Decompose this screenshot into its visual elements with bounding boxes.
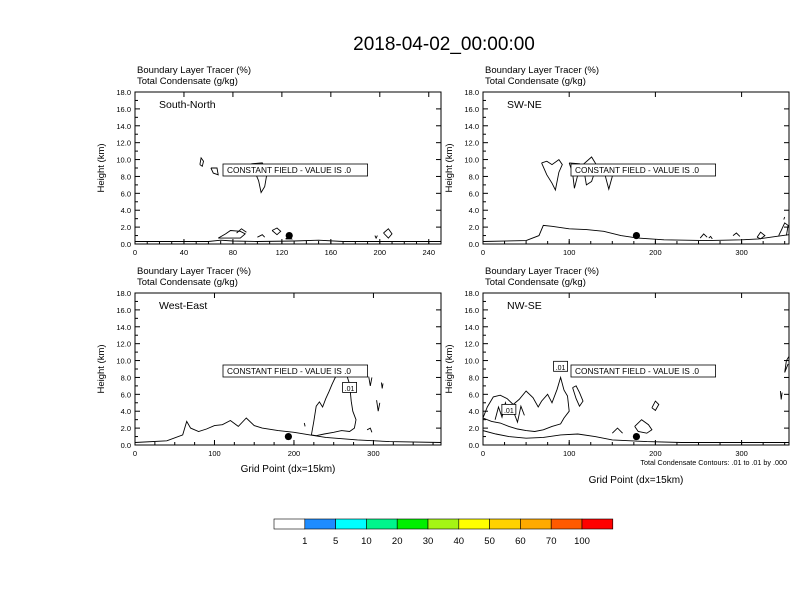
x-tick-label: 0 bbox=[480, 248, 486, 257]
y-tick-label: 14.0 bbox=[116, 121, 131, 131]
y-tick-label: 2.0 bbox=[120, 424, 131, 434]
x-tick-label: 200 bbox=[649, 248, 662, 257]
y-tick-label: 4.0 bbox=[120, 206, 131, 216]
condensate-contour bbox=[272, 228, 281, 235]
y-tick-label: 4.0 bbox=[468, 407, 479, 417]
y-tick-label: 6.0 bbox=[468, 390, 479, 400]
colorbar-swatch bbox=[490, 519, 521, 529]
panel-header-line: Boundary Layer Tracer (%) bbox=[137, 266, 252, 277]
y-axis-label: Height (km) bbox=[444, 143, 455, 193]
y-tick-label: 0.0 bbox=[468, 441, 479, 450]
panel-label: South-North bbox=[159, 99, 216, 111]
condensate-contour bbox=[257, 235, 264, 238]
panel-header-line: Total Condensate (g/kg) bbox=[137, 277, 238, 288]
terrain-line bbox=[135, 240, 441, 241]
y-tick-label: 0.0 bbox=[120, 240, 131, 249]
condensate-contour bbox=[375, 236, 378, 239]
panel-nw-se bbox=[444, 266, 789, 486]
colorbar-label: 1 bbox=[302, 536, 308, 547]
condensate-contour bbox=[612, 428, 622, 433]
y-axis-label: Height (km) bbox=[96, 143, 107, 193]
y-tick-label: 18.0 bbox=[116, 88, 131, 97]
panels-group bbox=[96, 65, 789, 486]
condensate-contour bbox=[369, 377, 372, 386]
condensate-contour bbox=[709, 236, 713, 239]
y-tick-label: 16.0 bbox=[464, 305, 479, 315]
condensate-contour bbox=[779, 223, 788, 236]
colorbar-label: 100 bbox=[574, 536, 590, 547]
colorbar bbox=[274, 519, 613, 547]
colorbar-label: 5 bbox=[332, 536, 339, 547]
colorbar-swatch bbox=[397, 519, 428, 529]
panel-header-line: Boundary Layer Tracer (%) bbox=[485, 266, 600, 277]
condensate-contour bbox=[211, 168, 218, 175]
y-axis-label: Height (km) bbox=[444, 344, 455, 394]
x-tick-label: 100 bbox=[208, 449, 221, 458]
y-tick-label: 2.0 bbox=[120, 223, 131, 233]
location-marker bbox=[286, 232, 293, 239]
condensate-contour bbox=[635, 420, 652, 434]
condensate-contour bbox=[780, 391, 782, 399]
x-tick-label: 80 bbox=[228, 248, 238, 257]
colorbar-swatch bbox=[551, 519, 582, 529]
x-tick-label: 100 bbox=[562, 248, 576, 257]
colorbar-label: 10 bbox=[361, 536, 372, 547]
y-tick-label: 4.0 bbox=[468, 206, 479, 216]
colorbar-label: 70 bbox=[545, 536, 557, 547]
location-marker bbox=[633, 232, 640, 239]
y-tick-label: 16.0 bbox=[116, 104, 131, 114]
condensate-contour bbox=[733, 233, 740, 236]
colorbar-swatch bbox=[428, 519, 459, 529]
y-tick-label: 16.0 bbox=[464, 104, 479, 114]
y-tick-label: 0.0 bbox=[120, 441, 131, 450]
y-tick-label: 14.0 bbox=[116, 322, 131, 332]
location-marker bbox=[285, 433, 292, 440]
y-tick-label: 8.0 bbox=[468, 172, 479, 182]
colorbar-swatch bbox=[366, 519, 397, 529]
panel-west-east bbox=[96, 266, 441, 475]
colorbar-label: 50 bbox=[484, 536, 495, 547]
colorbar-swatch bbox=[274, 519, 305, 529]
y-tick-label: 12.0 bbox=[464, 138, 479, 148]
y-tick-label: 12.0 bbox=[464, 339, 479, 349]
x-tick-label: 0 bbox=[132, 449, 138, 458]
panel-label: West-East bbox=[159, 300, 208, 312]
colorbar-swatch bbox=[459, 519, 490, 529]
condensate-contour bbox=[367, 428, 372, 432]
constant-field-note: CONSTANT FIELD - VALUE IS .0 bbox=[227, 366, 352, 376]
y-tick-label: 2.0 bbox=[468, 223, 479, 233]
condensate-contour bbox=[785, 356, 789, 372]
y-tick-label: 12.0 bbox=[116, 339, 131, 349]
contour-value-label: .01 bbox=[555, 364, 566, 372]
y-tick-label: 8.0 bbox=[120, 172, 131, 182]
panel-label: NW-SE bbox=[507, 300, 542, 312]
panel-label: SW-NE bbox=[507, 99, 542, 111]
y-tick-label: 12.0 bbox=[116, 138, 131, 148]
constant-field-note: CONSTANT FIELD - VALUE IS .0 bbox=[227, 165, 352, 175]
y-tick-label: 4.0 bbox=[120, 407, 131, 417]
condensate-contour bbox=[784, 217, 785, 220]
colorbar-swatch bbox=[336, 519, 367, 529]
condensate-contour bbox=[377, 400, 380, 411]
x-tick-label: 0 bbox=[132, 248, 138, 257]
x-tick-label: 240 bbox=[422, 248, 436, 257]
x-tick-label: 300 bbox=[735, 449, 748, 458]
y-axis-label: Height (km) bbox=[96, 344, 107, 394]
y-tick-label: 10.0 bbox=[464, 155, 479, 165]
condensate-contour bbox=[218, 231, 245, 239]
condensate-contour bbox=[200, 158, 204, 166]
x-axis-label: Grid Point (dx=15km) bbox=[588, 475, 684, 486]
y-tick-label: 10.0 bbox=[116, 155, 131, 165]
y-tick-label: 6.0 bbox=[120, 390, 131, 400]
location-marker bbox=[633, 433, 640, 440]
x-tick-label: 40 bbox=[179, 248, 189, 257]
panel-sw-ne bbox=[444, 65, 789, 257]
x-tick-label: 100 bbox=[562, 449, 576, 458]
condensate-contour bbox=[384, 229, 393, 238]
condensate-contour bbox=[700, 234, 707, 238]
condensate-contour bbox=[573, 386, 583, 406]
y-tick-label: 2.0 bbox=[468, 424, 479, 434]
contour-value-label: .01 bbox=[503, 407, 514, 415]
condensate-contour bbox=[542, 160, 563, 190]
y-tick-label: 16.0 bbox=[116, 305, 131, 315]
colorbar-swatch bbox=[305, 519, 336, 529]
y-tick-label: 18.0 bbox=[464, 289, 479, 298]
condensate-contour bbox=[381, 383, 383, 389]
constant-field-note: CONSTANT FIELD - VALUE IS .0 bbox=[575, 165, 700, 175]
y-tick-label: 14.0 bbox=[464, 322, 479, 332]
y-tick-label: 8.0 bbox=[468, 373, 479, 383]
colorbar-swatch bbox=[520, 519, 551, 529]
condensate-contour bbox=[304, 423, 305, 426]
y-tick-label: 18.0 bbox=[464, 88, 479, 97]
x-tick-label: 0 bbox=[480, 449, 486, 458]
x-tick-label: 300 bbox=[367, 449, 380, 458]
contour-footnote: Total Condensate Contours: .01 to .01 by .000 bbox=[640, 458, 787, 467]
colorbar-label: 30 bbox=[422, 536, 434, 547]
constant-field-note: CONSTANT FIELD - VALUE IS .0 bbox=[575, 366, 700, 376]
colorbar-label: 60 bbox=[515, 536, 526, 547]
x-tick-label: 300 bbox=[735, 248, 748, 257]
x-tick-label: 200 bbox=[287, 449, 301, 458]
contour-value-label: .01 bbox=[344, 385, 355, 393]
y-tick-label: 18.0 bbox=[116, 289, 131, 298]
x-axis-label: Grid Point (dx=15km) bbox=[240, 464, 336, 475]
condensate-contour bbox=[652, 401, 659, 410]
x-tick-label: 200 bbox=[373, 248, 387, 257]
x-tick-label: 160 bbox=[324, 248, 338, 257]
figure-title: 2018-04-02_00:00:00 bbox=[353, 34, 535, 55]
panel-header-line: Total Condensate (g/kg) bbox=[137, 76, 238, 87]
panel-header-line: Boundary Layer Tracer (%) bbox=[137, 65, 252, 76]
y-tick-label: 10.0 bbox=[464, 356, 479, 366]
x-tick-label: 200 bbox=[649, 449, 662, 458]
colorbar-label: 40 bbox=[453, 536, 465, 547]
panel-header-line: Total Condensate (g/kg) bbox=[485, 277, 586, 288]
y-tick-label: 10.0 bbox=[116, 356, 131, 366]
condensate-contour bbox=[311, 372, 356, 435]
condensate-contour bbox=[483, 377, 569, 431]
y-tick-label: 0.0 bbox=[468, 240, 479, 249]
y-tick-label: 6.0 bbox=[120, 189, 131, 199]
y-tick-label: 8.0 bbox=[120, 373, 131, 383]
x-tick-label: 120 bbox=[275, 248, 289, 257]
y-tick-label: 6.0 bbox=[468, 189, 479, 199]
colorbar-swatch bbox=[582, 519, 613, 529]
panel-header-line: Boundary Layer Tracer (%) bbox=[485, 65, 600, 76]
colorbar-label: 20 bbox=[391, 536, 403, 547]
panel-header-line: Total Condensate (g/kg) bbox=[485, 76, 586, 87]
panel-south-north bbox=[96, 65, 441, 257]
y-tick-label: 14.0 bbox=[464, 121, 479, 131]
